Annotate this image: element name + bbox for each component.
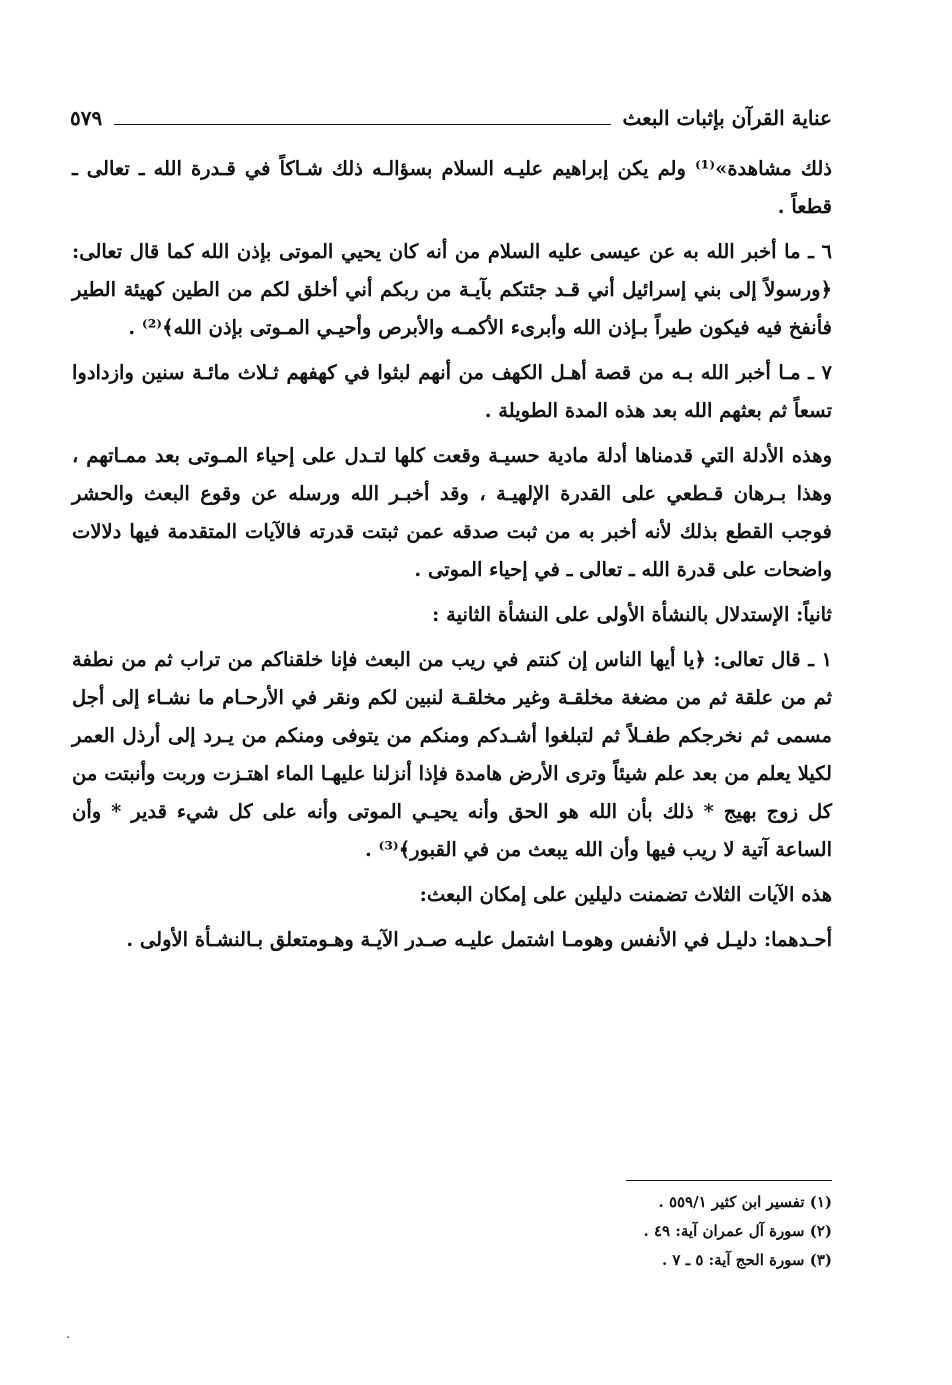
paragraph-1: ذلك مشاهدة»⁽¹⁾ ولم يكن إبراهيم عليـه السلام بسؤالـه ذلك شـاكاً في قـدرة الله ـ تعالى ـ قطعاً . [72,157,832,218]
paragraph-4: وهذه الأدلة التي قدمناها أدلة مادية حسيـة وقعت كلها لتـدل على إحياء المـوتى بعد ممـاتهم ، وهذا بـرهان قـطعي على القدرة الإلهيـة ، وقد أخبـر الله ورسله عن وقوع البعث والحشر فوجب القطع بذلك لأنه أخبر به من ثبت صدقه عمن ثبتت قدرته فالآيات المتقدمة فيها دلالات واضحات على قدرة الله ـ تعالى ـ في إحياء الموتى . [72,444,832,581]
section-heading: ثانياً: الإستدلال بالنشأة الأولى على النشأة الثانية : [432,603,832,626]
footnote-rule [626,1180,832,1181]
footnote-2: (٢) سورة آل عمران آية: ٤٩ . [643,1222,832,1240]
footnotes [420,1188,832,1275]
paragraph-6: هذه الآيات الثلاث تضمنت دليلين على إمكان البعث: [419,883,832,906]
footnote-1: (١) تفسير ابن كثير ٥٥٩/١ . [658,1193,832,1211]
paragraph-2: ٦ ـ ما أخبر الله به عن عيسى عليه السلام من أنه كان يحيي الموتى بإذن الله كما قال تعالى: ﴿ورسولاً إلى بني إسرائيل أني قـد جئتكم بآيـة من ربكم أني أخلق لكم من الطين كهيئة الطير فأنفخ فيه فيكون طيراً بـإذن الله وأبرىء الأكمـه والأبرص وأحيـي المـوتى بإذن الله﴾⁽²⁾ . [72,240,832,339]
paragraph-7: أحـدهما: دليـل في الأنفس وهومـا اشتمل عليـه صـدر الآيـة وهـومتعلق بـالنشـأة الأولى . [126,928,832,951]
scan-speck: · [66,1330,71,1346]
header-rule [114,124,610,125]
paragraph-5: ١ ـ قال تعالى: ﴿يا أيها الناس إن كنتم في ريب من البعث فإنا خلقناكم من تراب ثم من نطفة ثم من علقة ثم من مضغة مخلقـة وغير مخلقـة لنبين لكم ونقر في الأرحـام ما نشـاء إلى أجل مسمى ثم نخرجكم طفـلاً ثم لتبلغوا أشـدكم ومنكم من يتوفى ومنكم من يـرد إلى أرذل العمر لكيلا يعلم من بعد علم شيئاً وترى الأرض هامدة فإذا أنزلنا عليهـا الماء اهتـزت وربت وأنبتت من كل زوج بهيج * ذلك بأن الله هو الحق وأنه يحيـي الموتى وأنه على كل شيء قدير * وأن الساعة آتية لا ريب فيها وأن الله يبعث من في القبور﴾⁽³⁾ . [72,648,832,861]
page-number: ٥٧٩ [70,106,103,130]
running-title: عناية القرآن بإثبات البعث [622,106,832,130]
page-header [70,100,832,136]
paragraph-3: ٧ ـ مـا أخبر الله بـه من قصة أهـل الكهف من أنهم لبثوا في كهفهم ثـلاث مائـة سنين وازدادوا تسعاً ثم بعثهم الله بعد هذه المدة الطويلة . [72,361,832,422]
body-text [72,150,832,966]
footnote-3: (٣) سورة الحج آية: ٥ ـ ٧ . [661,1251,832,1269]
